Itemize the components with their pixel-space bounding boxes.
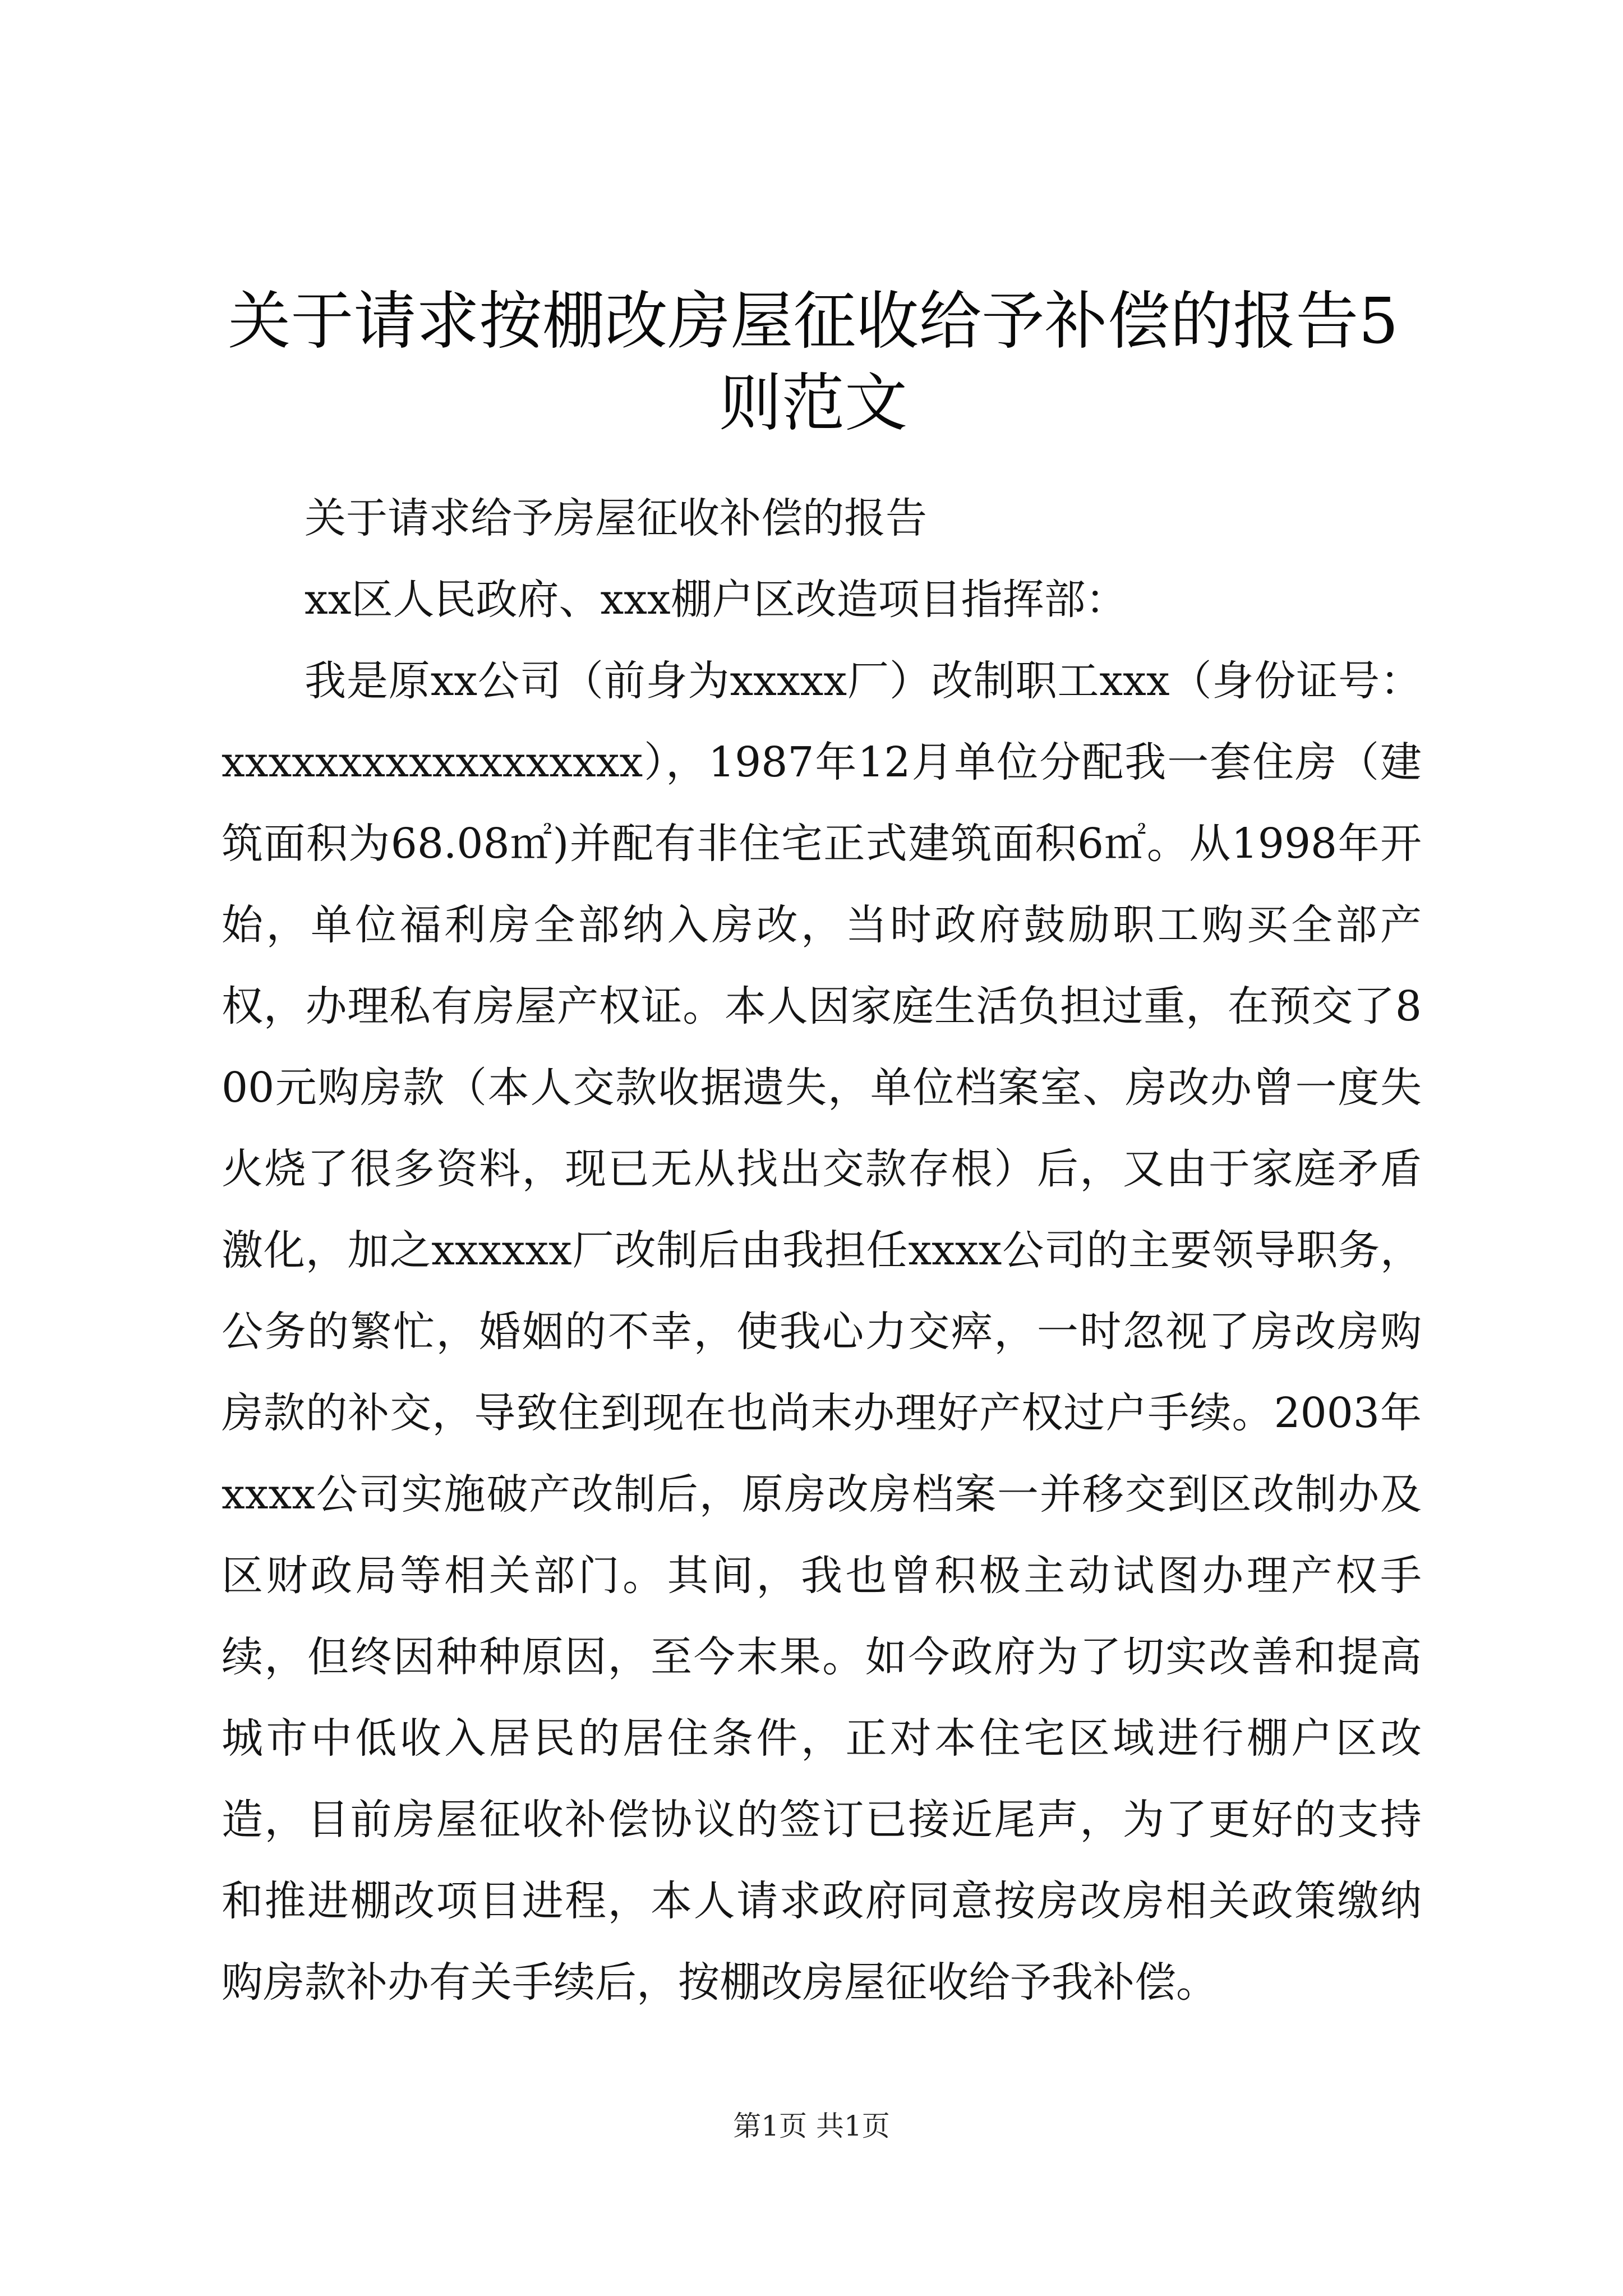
page-number-footer: 第1页 共1页 [733,2110,890,2142]
document-title: 关于请求按棚改房屋征收给予补偿的报告5则范文 [228,285,1399,440]
body-paragraph: 我是原xx公司（前身为xxxxx厂）改制职工xxx（身份证号：xxxxxxxxxxxxxxxxxx），1987年12月单位分配我一套住房（建筑面积为68.08㎡)并配有非住宅正式建筑面积6㎡。从1998年开始，单位福利房全部纳入房改，当时政府鼓励职工购买全部产权，办理私有房屋产权证。本人因家庭生活负担过重，在预交了800元购房款（本人交款收据遗失，单位档案室、房改办曾一度失火烧了很多资料，现已无从找出交款存根）后，又由于家庭矛盾激化，加之xxxxxx厂改制后由我担任xxxx公司的主要领导职务，公务的繁忙，婚姻的不幸，使我心力交瘁，一时忽视了房改房购房款的补交，导致住到现在也尚末办理好产权过户手续。2003年xxxx公司实施破产改制后，原房改房档案一并移交到区改制办及区财政局等相关部门。其间，我也曾积极主动试图办理产权手续，但终因种种原因，至今末果。如今政府为了切实改善和提高城市中低收入居民的居住条件，正对本住宅区域进行棚户区改造，目前房屋征收补偿协议的签订已接近尾声，为了更好的支持和推进棚改项目进程，本人请求政府同意按房改房相关政策缴纳购房款补办有关手续后，按棚改房屋征收给予我补偿。 [222,657,1422,2007]
salutation: xx区人民政府、xxx棚户区改造项目指挥部： [305,576,1127,624]
report-subtitle: 关于请求给予房屋征收补偿的报告 [305,494,927,542]
document-body [222,478,1422,2023]
